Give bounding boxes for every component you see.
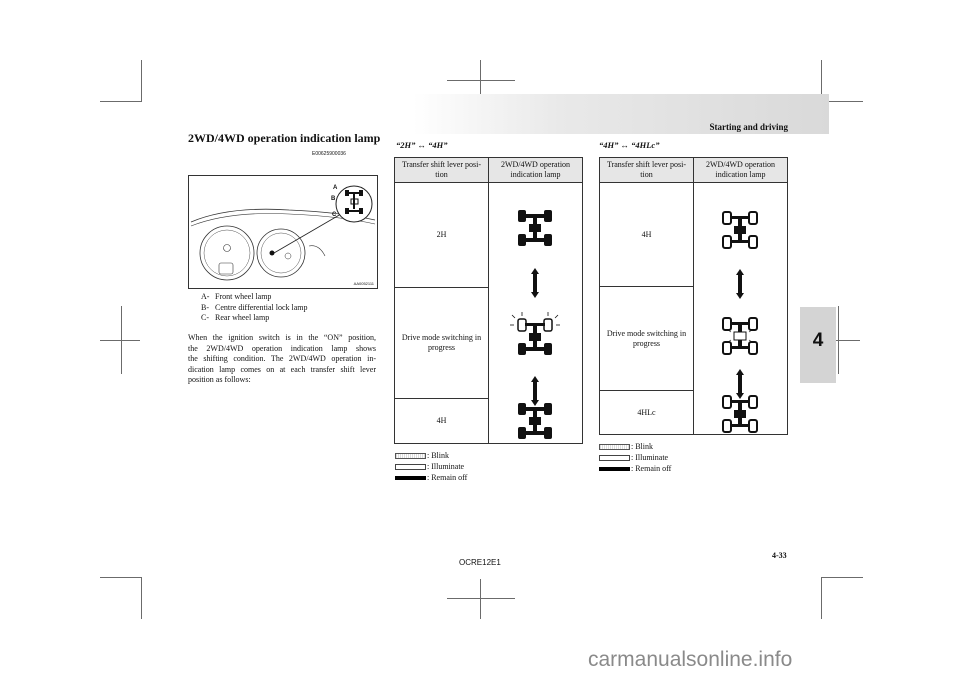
body-paragraph: When the ignition switch is in the “ON” position, the 2WD/4WD operation indication lamp shows the shifting condition. The 2WD/4WD operation in- dication lamp comes on at each transfer shift lever position as follows: [188,333,376,385]
table1-title: “2H” ↔ “4H” [396,140,448,150]
lamp-legend [201,292,307,324]
table2-lamp-cell [694,183,788,435]
symbol-key-off: : Remain off [395,472,467,483]
table2-col2-header: 2WD/4WD operation indication lamp [694,158,788,183]
chapter-number: 4 [812,330,824,351]
symbol-key-illuminate: : Illuminate [395,461,467,472]
table1-row-label: 4H [395,399,489,444]
table1-symbol-key [395,450,467,483]
section-title: 2WD/4WD operation indication lamp [188,131,381,145]
symbol-key-blink: : Blink [395,450,467,461]
symbol-key-off: : Remain off [599,463,671,474]
table1-row-label: Drive mode switching in progress [395,288,489,399]
lamp-legend-item: A- Front wheel lamp [201,292,272,301]
symbol-key-illuminate: : Illuminate [599,452,671,463]
callout-c: C [332,212,337,218]
section-code: E00625900036 [312,151,346,157]
watermark-text[interactable]: carmanualsonline.info [588,648,793,671]
table2-col1-header: Transfer shift lever posi- tion [600,158,694,183]
table1-col2-header: 2WD/4WD operation indication lamp [489,158,583,183]
lamp-sequence-icon [694,184,787,434]
table2-row-label: 4HLc [600,391,694,435]
table1-row-label: 2H [395,183,489,288]
footer-doc-code: OCRE12E1 [459,558,501,567]
table1 [394,157,583,444]
lamp-legend-item: B- Centre differential lock lamp [201,302,308,312]
table2-symbol-key [599,441,671,474]
callout-a: A [333,185,338,191]
callout-b: B [331,196,336,202]
table2-row-label: Drive mode switching in progress [600,287,694,391]
table2 [599,157,788,435]
header-title: Starting and driving [709,122,788,132]
cluster-illustration [189,176,377,288]
table1-col1-header: Transfer shift lever posi- tion [395,158,489,183]
lamp-legend-item: C- Rear wheel lamp [201,313,270,322]
table2-title: “4H” ↔ “4HLc” [599,140,660,150]
figure-code: AA0052111 [353,281,374,286]
table2-row-label: 4H [600,183,694,287]
chapter-tab [800,307,836,383]
table1-lamp-cell [489,183,583,444]
lamp-sequence-icon [489,183,582,443]
symbol-key-blink: : Blink [599,441,671,452]
page-number: 4-33 [772,551,787,560]
instrument-cluster-figure [188,175,378,289]
